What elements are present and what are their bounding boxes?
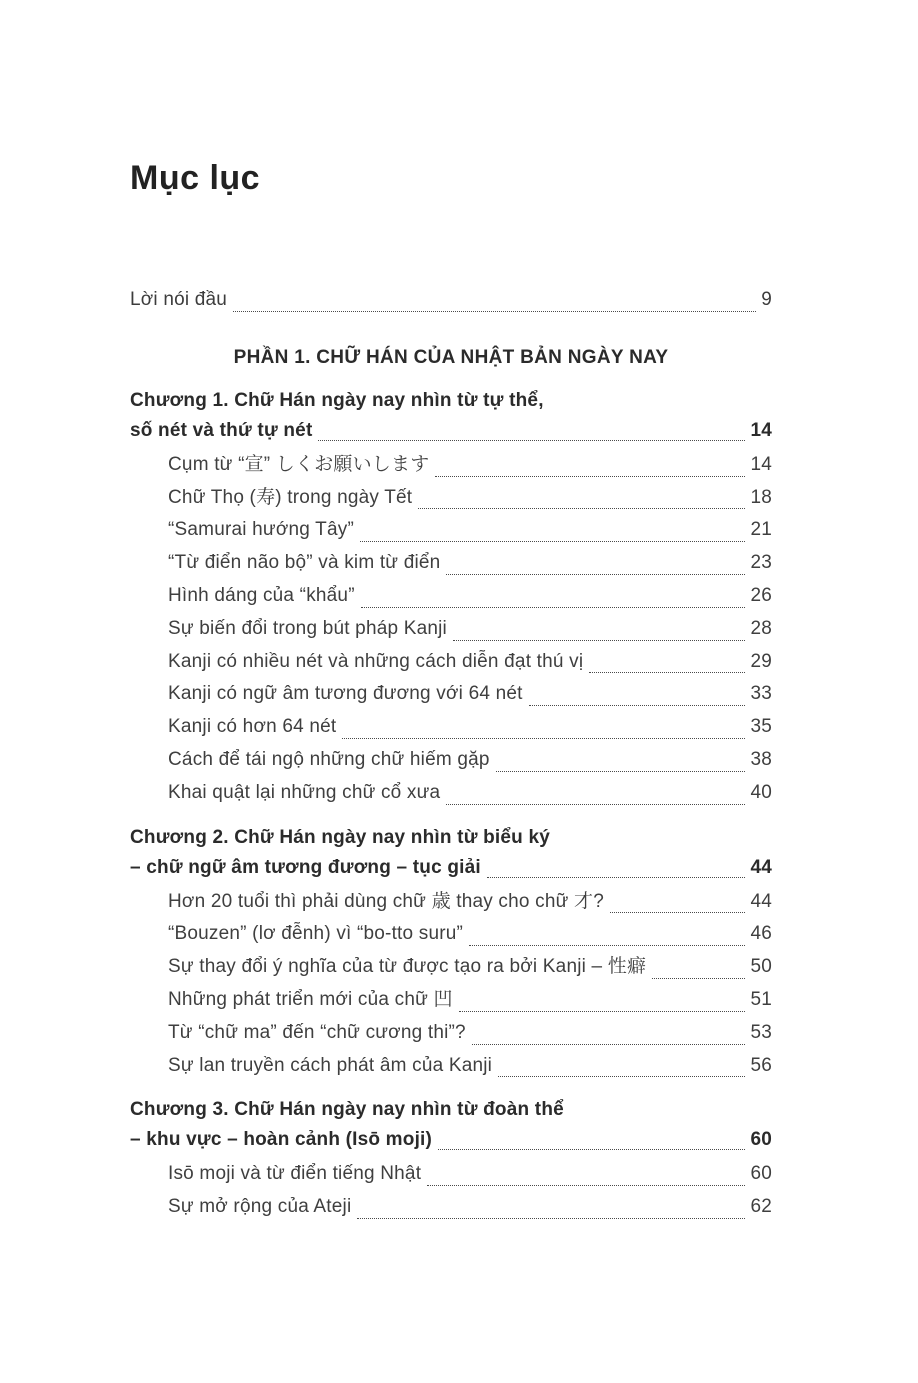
dotted-leader	[233, 311, 756, 312]
entry-page-number: 62	[750, 1196, 772, 1218]
toc-entry	[130, 580, 772, 613]
dotted-leader	[487, 877, 746, 878]
dotted-leader	[589, 672, 745, 673]
toc-entry	[130, 984, 772, 1017]
dotted-leader	[459, 1011, 746, 1012]
toc-entry	[130, 547, 772, 580]
chapter-title-line	[130, 823, 772, 853]
chapter-title-text: số nét và thứ tự nét	[130, 419, 313, 441]
toc-entry	[130, 744, 772, 777]
dotted-leader	[446, 574, 745, 575]
entry-label: Sự mở rộng của Ateji	[168, 1196, 352, 1218]
entry-label: Hình dáng của “khẩu”	[168, 584, 355, 606]
dotted-leader	[361, 607, 746, 608]
chapter-title-text: – chữ ngữ âm tương đương – tục giải	[130, 856, 481, 878]
dotted-leader	[360, 541, 745, 542]
entry-label: Những phát triển mới của chữ 凹	[168, 988, 453, 1010]
toc-entry	[130, 613, 772, 646]
toc-entry	[130, 1191, 772, 1224]
entry-label: Khai quật lại những chữ cổ xưa	[168, 781, 441, 803]
toc-entry	[130, 1158, 772, 1191]
dotted-leader	[498, 1076, 745, 1077]
entry-label: Từ “chữ ma” đến “chữ cương thi”?	[168, 1021, 466, 1043]
entry-label: “Samurai hướng Tây”	[168, 519, 354, 541]
toc-entry	[130, 514, 772, 547]
toc-entry	[130, 1017, 772, 1050]
dotted-leader	[357, 1218, 745, 1219]
entry-page-number: 60	[750, 1163, 772, 1185]
chapter-title-line	[130, 1125, 772, 1155]
toc-entry	[130, 777, 772, 810]
entry-label: Sự lan truyền cách phát âm của Kanji	[168, 1054, 493, 1076]
entry-label: Cách để tái ngộ những chữ hiếm gặp	[168, 748, 490, 770]
dotted-leader	[496, 771, 746, 772]
entry-label: Sự biến đổi trong bút pháp Kanji	[168, 617, 447, 639]
dotted-leader	[529, 705, 746, 706]
entry-page-number: 33	[750, 683, 772, 705]
dotted-leader	[453, 640, 745, 641]
chapter-title-line	[130, 416, 772, 446]
entry-page-number: 40	[750, 781, 772, 803]
entry-page-number: 28	[750, 617, 772, 639]
entry-page-number: 26	[750, 584, 772, 606]
entry-page-number: 38	[750, 748, 772, 770]
chapter-title-text: – khu vực – hoàn cảnh (Isō moji)	[130, 1129, 433, 1151]
entry-page-number: 50	[750, 956, 772, 978]
chapter-entries	[130, 1158, 772, 1224]
entry-page-number: 29	[750, 650, 772, 672]
dotted-leader	[418, 508, 745, 509]
chapter-title-text: Chương 3. Chữ Hán ngày nay nhìn từ đoàn thể	[130, 1099, 564, 1121]
chapter-page-number: 14	[750, 419, 772, 441]
entry-page-number: 44	[750, 890, 772, 912]
dotted-leader	[610, 912, 745, 913]
chapter-page-number: 44	[750, 856, 772, 878]
toc-entry	[130, 711, 772, 744]
entry-label: Cụm từ “宣” しくお願いします	[168, 453, 430, 475]
entry-page-number: 51	[750, 988, 772, 1010]
chapter-title-text: Chương 2. Chữ Hán ngày nay nhìn từ biểu ký	[130, 826, 550, 848]
chapter-block	[130, 386, 772, 810]
entry-page-number: 46	[750, 923, 772, 945]
chapter-entries	[130, 449, 772, 810]
toc-entry	[130, 1050, 772, 1083]
entry-label: Kanji có ngữ âm tương đương với 64 nét	[168, 683, 523, 705]
chapter-title-line	[130, 853, 772, 883]
toc-entry	[130, 678, 772, 711]
entry-page-number: 53	[750, 1021, 772, 1043]
entry-label: Chữ Thọ (寿) trong ngày Tết	[168, 486, 413, 508]
toc-entry	[130, 886, 772, 919]
toc-entry	[130, 449, 772, 482]
chapter-block	[130, 823, 772, 1083]
entry-label: Isō moji và từ điển tiếng Nhật	[168, 1163, 422, 1185]
dotted-leader	[472, 1044, 746, 1045]
chapter-title-text: Chương 1. Chữ Hán ngày nay nhìn từ tự thể,	[130, 389, 544, 411]
entry-label: “Từ điển não bộ” và kim từ điển	[168, 552, 441, 574]
entry-page-number: 56	[750, 1054, 772, 1076]
preface-page-number: 9	[761, 289, 772, 310]
page-title: Mục lục	[130, 159, 261, 197]
dotted-leader	[652, 978, 745, 979]
dotted-leader	[438, 1149, 745, 1150]
dotted-leader	[342, 738, 745, 739]
dotted-leader	[469, 945, 745, 946]
entry-page-number: 23	[750, 552, 772, 574]
dotted-leader	[318, 440, 745, 441]
entry-label: Hơn 20 tuổi thì phải dùng chữ 歳 thay cho chữ 才?	[168, 890, 604, 912]
dotted-leader	[435, 476, 745, 477]
chapter-entries	[130, 886, 772, 1083]
entry-page-number: 35	[750, 716, 772, 738]
toc-entry	[130, 646, 772, 679]
chapter-block	[130, 1095, 772, 1224]
entry-label: Kanji có hơn 64 nét	[168, 716, 337, 738]
chapter-page-number: 60	[750, 1129, 772, 1151]
toc-entry	[130, 918, 772, 951]
entry-page-number: 14	[750, 453, 772, 475]
dotted-leader	[427, 1185, 745, 1186]
entry-page-number: 18	[750, 486, 772, 508]
toc-entry	[130, 951, 772, 984]
preface-label: Lời nói đầu	[130, 289, 228, 310]
entry-page-number: 21	[750, 519, 772, 541]
toc-chapters	[130, 386, 772, 1224]
preface-row	[130, 284, 772, 317]
entry-label: Sự thay đổi ý nghĩa của từ được tạo ra bởi Kanji – 性癖	[168, 956, 647, 978]
entry-label: Kanji có nhiều nét và những cách diễn đạt thú vị	[168, 650, 584, 672]
part-heading: PHẦN 1. CHỮ HÁN CỦA NHẬT BẢN NGÀY NAY	[233, 346, 669, 368]
chapter-title-line	[130, 1095, 772, 1125]
dotted-leader	[446, 804, 745, 805]
toc-entry	[130, 482, 772, 515]
entry-label: “Bouzen” (lơ đễnh) vì “bo-tto suru”	[168, 923, 464, 945]
chapter-title-line	[130, 386, 772, 416]
